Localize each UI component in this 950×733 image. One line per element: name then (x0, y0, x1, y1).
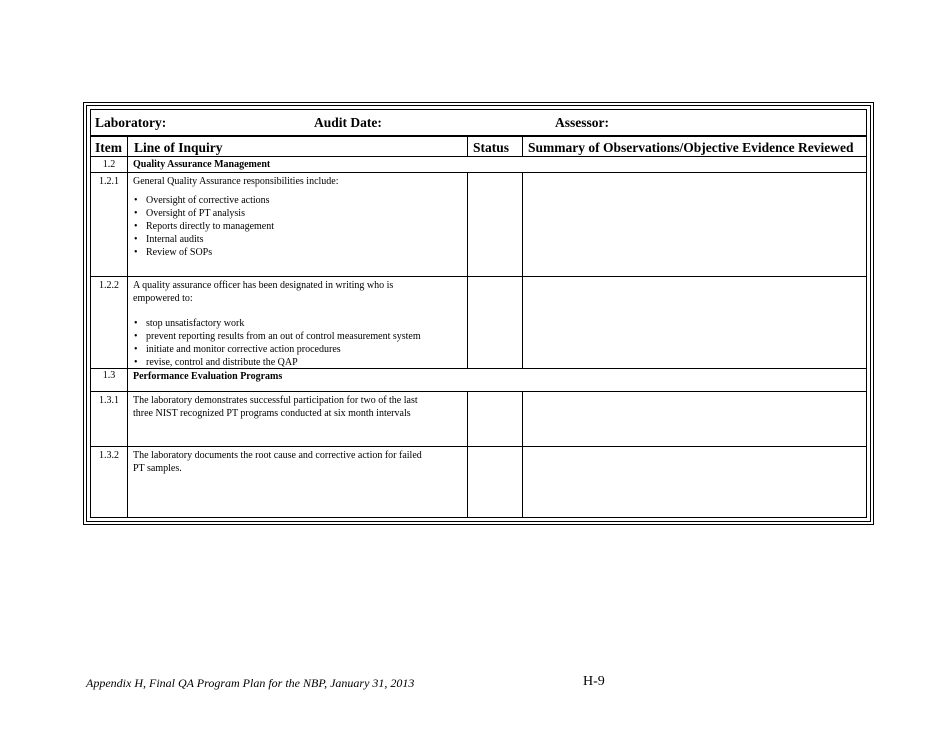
column-line-of-inquiry: Line of Inquiry (134, 140, 223, 155)
section-title: Performance Evaluation Programs (133, 371, 283, 382)
audit-checklist-table (83, 102, 874, 525)
divider (91, 172, 866, 173)
inquiry-text (133, 449, 465, 475)
item-number: 1.2.2 (99, 280, 119, 291)
audit-date-label: Audit Date: (314, 115, 382, 130)
inquiry-line: The laboratory demonstrates successful participation for two of the last (133, 395, 418, 406)
list-item: • stop unsatisfactory work (146, 317, 465, 330)
inquiry-line: A quality assurance officer has been designated in writing who is (133, 280, 394, 291)
list-item: • prevent reporting results from an out of control measurement system (146, 330, 465, 343)
list-item: • Reports directly to management (146, 220, 463, 233)
divider (91, 276, 866, 277)
column-item: Item (95, 140, 122, 155)
divider (467, 172, 468, 368)
divider (91, 156, 866, 157)
inquiry-text (133, 279, 465, 369)
divider (467, 391, 468, 517)
divider (91, 391, 866, 392)
item-number: 1.3.2 (99, 450, 119, 461)
bullet-list (133, 317, 465, 369)
footer-page-number: H-9 (583, 674, 605, 689)
divider (467, 135, 468, 156)
laboratory-label: Laboratory: (95, 115, 167, 130)
inquiry-line: empowered to: (133, 293, 193, 304)
list-item: • Internal audits (146, 233, 463, 246)
section-title: Quality Assurance Management (133, 159, 271, 170)
table-header-band (91, 110, 866, 137)
list-item: • Review of SOPs (146, 246, 463, 259)
divider (522, 172, 523, 368)
list-item: • Oversight of PT analysis (146, 207, 463, 220)
inquiry-text (133, 175, 463, 259)
list-item: • initiate and monitor corrective action procedures (146, 343, 465, 356)
column-summary: Summary of Observations/Objective Evidence Reviewed (528, 140, 854, 155)
inquiry-text (133, 394, 465, 420)
inquiry-line: PT samples. (133, 463, 182, 474)
inquiry-line: three NIST recognized PT programs conducted at six month intervals (133, 408, 411, 419)
divider (91, 446, 866, 447)
section-number: 1.2 (102, 159, 116, 170)
inquiry-line: General Quality Assurance responsibilities include: (133, 176, 339, 187)
divider (522, 391, 523, 517)
bullet-list (133, 194, 463, 259)
column-status: Status (473, 140, 510, 155)
table-inner (90, 109, 867, 518)
assessor-label: Assessor: (555, 115, 609, 130)
item-number: 1.2.1 (99, 176, 119, 187)
footer-document-title: Appendix H, Final QA Program Plan for the NBP, January 31, 2013 (86, 676, 415, 690)
divider (522, 135, 523, 156)
list-item: • revise, control and distribute the QAP (146, 356, 465, 369)
inquiry-line: The laboratory documents the root cause and corrective action for failed (133, 450, 422, 461)
list-item: • Oversight of corrective actions (146, 194, 463, 207)
section-number: 1.3 (102, 370, 116, 381)
divider (127, 135, 128, 517)
item-number: 1.3.1 (99, 395, 119, 406)
